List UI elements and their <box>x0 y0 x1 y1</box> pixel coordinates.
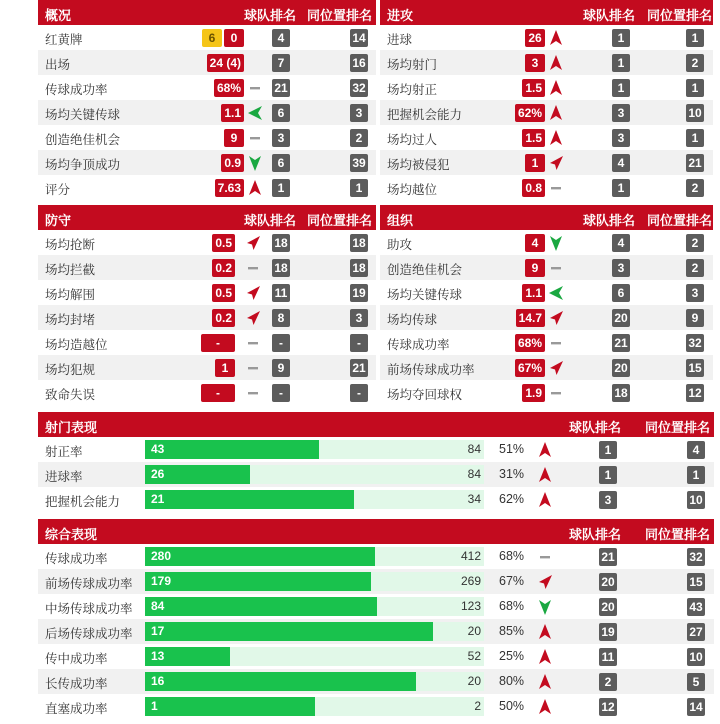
trend-down-icon <box>537 598 553 616</box>
stat-value-badge: 9 <box>224 129 244 147</box>
trend-up-icon <box>247 179 263 197</box>
position-rank: 1 <box>350 179 368 197</box>
col-team-rank: 球队排名 <box>583 213 636 228</box>
stat-row <box>380 230 713 255</box>
position-rank: 18 <box>350 259 368 277</box>
defense-header <box>38 205 376 230</box>
team-rank: 18 <box>612 384 630 402</box>
stat-row <box>380 380 713 405</box>
trend-flat-icon <box>548 259 564 277</box>
team-rank: 4 <box>272 29 290 47</box>
section-title: 概况 <box>45 8 72 23</box>
stat-label: 场均拦截 <box>45 263 96 277</box>
stat-value-badge: - <box>201 334 235 352</box>
position-rank: 2 <box>686 179 704 197</box>
col-team-rank: 球队排名 <box>583 8 636 23</box>
team-rank: 1 <box>599 441 617 459</box>
team-rank: 18 <box>272 259 290 277</box>
position-rank: 21 <box>686 154 704 172</box>
team-rank: 3 <box>612 104 630 122</box>
section-title: 射门表现 <box>45 420 98 435</box>
trend-flat-icon <box>245 259 261 277</box>
stat-label: 场均被侵犯 <box>387 158 450 172</box>
overview-panel <box>38 0 376 200</box>
attack-panel <box>380 0 713 200</box>
bar-total: 84 <box>467 467 481 481</box>
stat-value-badge: 3 <box>525 54 545 72</box>
col-team-rank: 球队排名 <box>569 420 622 435</box>
stat-label: 射正率 <box>45 445 83 459</box>
stat-row <box>380 75 713 100</box>
bar-fill <box>145 547 375 566</box>
stat-row <box>38 355 376 380</box>
team-rank: 20 <box>612 359 630 377</box>
trend-left-icon <box>548 284 564 302</box>
stat-value-badge: 68% <box>515 334 545 352</box>
col-position-rank: 同位置排名 <box>645 527 711 542</box>
team-rank: 7 <box>272 54 290 72</box>
stat-value-badge: 1.9 <box>522 384 545 402</box>
position-rank: 2 <box>686 54 704 72</box>
col-position-rank: 同位置排名 <box>647 213 713 228</box>
position-rank: 10 <box>687 648 705 666</box>
stat-label: 场均夺回球权 <box>387 388 463 402</box>
bar-fill <box>145 697 315 716</box>
trend-up-icon <box>537 623 553 641</box>
stat-label: 评分 <box>45 183 71 197</box>
team-rank: 1 <box>272 179 290 197</box>
trend-up-right-icon <box>245 309 261 327</box>
trend-up-icon <box>548 79 564 97</box>
team-rank: 18 <box>272 234 290 252</box>
team-rank: 3 <box>599 491 617 509</box>
trend-up-icon <box>537 673 553 691</box>
team-rank: 20 <box>612 309 630 327</box>
stat-label: 中场传球成功率 <box>45 602 133 616</box>
stat-row <box>380 100 713 125</box>
percentage: 80% <box>499 674 525 688</box>
stat-value-badge: 67% <box>515 359 545 377</box>
team-rank: 6 <box>612 284 630 302</box>
team-rank: 4 <box>612 234 630 252</box>
team-rank: 1 <box>612 29 630 47</box>
organize-panel <box>380 205 713 405</box>
team-rank: - <box>272 334 290 352</box>
team-rank: 3 <box>272 129 290 147</box>
position-rank: 1 <box>687 466 705 484</box>
percentage: 68% <box>499 549 525 563</box>
stat-label: 致命失误 <box>45 388 96 402</box>
stat-row <box>38 230 376 255</box>
stat-row <box>380 25 713 50</box>
stat-row <box>38 487 714 512</box>
stat-row <box>38 175 376 200</box>
team-rank: 1 <box>599 466 617 484</box>
trend-flat-icon <box>245 334 261 352</box>
stat-label: 场均封堵 <box>45 313 96 327</box>
col-position-rank: 同位置排名 <box>307 8 373 23</box>
percentage: 68% <box>499 599 525 613</box>
bar-fill <box>145 440 319 459</box>
stat-value-badge: - <box>201 384 235 402</box>
shooting-panel <box>38 412 714 512</box>
team-rank: 8 <box>272 309 290 327</box>
stat-label: 场均过人 <box>387 133 438 147</box>
stat-label: 前场传球成功率 <box>45 577 133 591</box>
bar-total: 269 <box>460 574 481 588</box>
percentage: 31% <box>499 467 525 481</box>
bar-value: 84 <box>151 599 165 613</box>
trend-flat-icon <box>247 129 263 147</box>
trend-up-icon <box>548 104 564 122</box>
attack-header <box>380 0 713 25</box>
stat-label: 场均造越位 <box>45 338 108 352</box>
position-rank: 16 <box>350 54 368 72</box>
team-rank: 19 <box>599 623 617 641</box>
bar-total: 412 <box>460 549 481 563</box>
section-title: 进攻 <box>387 8 414 23</box>
stat-label: 传中成功率 <box>45 652 108 666</box>
stat-value-badge: 14.7 <box>516 309 545 327</box>
stat-row <box>38 255 376 280</box>
bar-fill <box>145 672 416 691</box>
yellow-card-count: 6 <box>202 29 222 47</box>
overview-header <box>38 0 376 25</box>
stat-row <box>38 75 376 100</box>
bar-value: 1 <box>151 699 158 713</box>
bar-total: 20 <box>467 674 481 688</box>
stat-row <box>38 330 376 355</box>
section-title: 综合表现 <box>45 527 98 542</box>
stat-value-badge: 0.9 <box>221 154 244 172</box>
stat-label: 场均关键传球 <box>45 108 121 122</box>
stat-value-badge: 0.2 <box>212 259 235 277</box>
position-rank: 1 <box>686 79 704 97</box>
position-rank: 12 <box>686 384 704 402</box>
col-team-rank: 球队排名 <box>244 213 297 228</box>
position-rank: 2 <box>686 234 704 252</box>
team-rank: - <box>272 384 290 402</box>
trend-flat-icon <box>245 384 261 402</box>
bar-value: 26 <box>151 467 165 481</box>
team-rank: 3 <box>612 129 630 147</box>
organize-header <box>380 205 713 230</box>
stat-row <box>380 255 713 280</box>
stat-row <box>38 380 376 405</box>
stat-value-badge: 0.5 <box>212 234 235 252</box>
percentage: 62% <box>499 492 525 506</box>
percentage: 51% <box>499 442 525 456</box>
stat-label: 助攻 <box>387 238 413 252</box>
stat-label: 场均传球 <box>387 313 438 327</box>
position-rank: 1 <box>686 129 704 147</box>
stat-label: 直塞成功率 <box>45 702 108 716</box>
stat-row <box>380 150 713 175</box>
team-rank: 9 <box>272 359 290 377</box>
team-rank: 1 <box>612 54 630 72</box>
team-rank: 6 <box>272 154 290 172</box>
stat-value-badge: 26 <box>525 29 545 47</box>
position-rank: 2 <box>350 129 368 147</box>
stat-label: 传球成功率 <box>387 338 450 352</box>
position-rank: 18 <box>350 234 368 252</box>
stat-value-badge: 4 <box>525 234 545 252</box>
trend-flat-icon <box>548 334 564 352</box>
stat-value-badge: 0.2 <box>212 309 235 327</box>
stat-row <box>38 305 376 330</box>
col-team-rank: 球队排名 <box>244 8 297 23</box>
team-rank: 21 <box>599 548 617 566</box>
col-position-rank: 同位置排名 <box>645 420 711 435</box>
trend-up-icon <box>537 441 553 459</box>
trend-up-icon <box>548 54 564 72</box>
stat-row <box>38 644 714 669</box>
stat-value-badge: 1.5 <box>522 129 545 147</box>
stat-row <box>380 280 713 305</box>
team-rank: 11 <box>272 284 290 302</box>
position-rank: 21 <box>350 359 368 377</box>
position-rank: 32 <box>687 548 705 566</box>
stat-row <box>380 50 713 75</box>
percentage: 25% <box>499 649 525 663</box>
team-rank: 4 <box>612 154 630 172</box>
position-rank: 10 <box>687 491 705 509</box>
position-rank: 19 <box>350 284 368 302</box>
col-team-rank: 球队排名 <box>569 527 622 542</box>
trend-left-icon <box>247 104 263 122</box>
team-rank: 6 <box>272 104 290 122</box>
bar-total: 2 <box>474 699 481 713</box>
bar-total: 123 <box>460 599 481 613</box>
percentage: 85% <box>499 624 525 638</box>
bar-total: 34 <box>467 492 481 506</box>
stat-row <box>38 125 376 150</box>
stat-label: 场均解围 <box>45 288 96 302</box>
stat-row <box>38 150 376 175</box>
stat-label: 把握机会能力 <box>387 108 463 122</box>
stat-row <box>38 569 714 594</box>
position-rank: 14 <box>687 698 705 716</box>
position-rank: - <box>350 384 368 402</box>
bar-total: 20 <box>467 624 481 638</box>
stat-label: 场均争顶成功 <box>45 158 121 172</box>
stat-value-badge: 1.1 <box>522 284 545 302</box>
stat-row <box>38 462 714 487</box>
stat-label: 场均关键传球 <box>387 288 463 302</box>
position-rank: 27 <box>687 623 705 641</box>
stat-value-badge: 24 (4) <box>207 54 244 72</box>
stat-row <box>380 355 713 380</box>
bar-value: 43 <box>151 442 165 456</box>
stat-value-badge: 68% <box>214 79 244 97</box>
stat-row <box>380 305 713 330</box>
position-rank: 9 <box>686 309 704 327</box>
stat-label: 创造绝佳机会 <box>45 133 121 147</box>
trend-up-icon <box>537 491 553 509</box>
stat-value-badge: 0.8 <box>522 179 545 197</box>
stat-row <box>38 619 714 644</box>
team-rank: 2 <box>599 673 617 691</box>
stat-row <box>38 694 714 719</box>
trend-up-right-icon <box>548 309 564 327</box>
position-rank: 3 <box>686 284 704 302</box>
bar-value: 179 <box>151 574 172 588</box>
stat-row <box>38 280 376 305</box>
bar-value: 17 <box>151 624 165 638</box>
team-rank: 21 <box>272 79 290 97</box>
stat-row <box>380 175 713 200</box>
stat-label: 场均射门 <box>387 58 438 72</box>
trend-flat-icon <box>537 548 553 566</box>
stat-value-badge: 1 <box>525 154 545 172</box>
stat-label: 长传成功率 <box>45 677 108 691</box>
position-rank: 10 <box>686 104 704 122</box>
bar-value: 21 <box>151 492 165 506</box>
trend-up-icon <box>537 466 553 484</box>
stat-row <box>38 100 376 125</box>
col-position-rank: 同位置排名 <box>647 8 713 23</box>
team-rank: 20 <box>599 573 617 591</box>
stat-label: 场均抢断 <box>45 238 96 252</box>
stat-row <box>380 330 713 355</box>
stat-label: 前场传球成功率 <box>387 363 475 377</box>
position-rank: 14 <box>350 29 368 47</box>
position-rank: 43 <box>687 598 705 616</box>
team-rank: 3 <box>612 259 630 277</box>
section-title: 防守 <box>45 213 72 228</box>
percentage: 67% <box>499 574 525 588</box>
team-rank: 11 <box>599 648 617 666</box>
stat-label: 传球成功率 <box>45 552 108 566</box>
red-card-count: 0 <box>224 29 244 47</box>
defense-panel <box>38 205 376 405</box>
bar-value: 280 <box>151 549 172 563</box>
stat-label: 红黄牌 <box>45 33 83 47</box>
position-rank: 15 <box>687 573 705 591</box>
position-rank: 2 <box>686 259 704 277</box>
col-position-rank: 同位置排名 <box>307 213 373 228</box>
stat-value-badge: 0.5 <box>212 284 235 302</box>
trend-up-right-icon <box>245 284 261 302</box>
trend-up-icon <box>537 648 553 666</box>
position-rank: 5 <box>687 673 705 691</box>
trend-flat-icon <box>548 384 564 402</box>
trend-up-right-icon <box>548 154 564 172</box>
position-rank: - <box>350 334 368 352</box>
bar-fill <box>145 572 371 591</box>
team-rank: 1 <box>612 179 630 197</box>
trend-up-right-icon <box>537 573 553 591</box>
position-rank: 3 <box>350 309 368 327</box>
team-rank: 1 <box>612 79 630 97</box>
trend-flat-icon <box>548 179 564 197</box>
bar-fill <box>145 622 433 641</box>
overall-panel <box>38 519 714 719</box>
stat-row <box>380 125 713 150</box>
stat-label: 出场 <box>45 58 71 72</box>
stat-value-badge: 62% <box>515 104 545 122</box>
team-rank: 21 <box>612 334 630 352</box>
stat-label: 后场传球成功率 <box>45 627 133 641</box>
position-rank: 39 <box>350 154 368 172</box>
stat-row <box>38 594 714 619</box>
bar-fill <box>145 490 354 509</box>
stat-row-cards <box>38 25 376 50</box>
position-rank: 32 <box>686 334 704 352</box>
trend-up-icon <box>537 698 553 716</box>
overall-header <box>38 519 714 544</box>
bar-fill <box>145 597 377 616</box>
stat-label: 创造绝佳机会 <box>387 263 463 277</box>
trend-up-right-icon <box>245 234 261 252</box>
bar-total: 84 <box>467 442 481 456</box>
trend-up-icon <box>548 129 564 147</box>
stat-label: 进球率 <box>45 470 83 484</box>
stat-label: 进球 <box>387 33 413 47</box>
percentage: 50% <box>499 699 525 713</box>
position-rank: 4 <box>687 441 705 459</box>
position-rank: 32 <box>350 79 368 97</box>
trend-flat-icon <box>247 79 263 97</box>
stat-value-badge: 7.63 <box>215 179 244 197</box>
stat-value-badge: 9 <box>525 259 545 277</box>
stat-label: 把握机会能力 <box>45 495 121 509</box>
stat-label: 场均射正 <box>387 83 438 97</box>
team-rank: 20 <box>599 598 617 616</box>
stat-label: 传球成功率 <box>45 83 108 97</box>
stat-value-badge: 1 <box>215 359 235 377</box>
position-rank: 1 <box>686 29 704 47</box>
bar-value: 13 <box>151 649 165 663</box>
section-title: 组织 <box>387 213 414 228</box>
stat-row <box>38 437 714 462</box>
trend-flat-icon <box>245 359 261 377</box>
stat-label: 场均越位 <box>387 183 438 197</box>
bar-value: 16 <box>151 674 165 688</box>
stat-value-badge: 1.5 <box>522 79 545 97</box>
trend-up-icon <box>548 29 564 47</box>
position-rank: 15 <box>686 359 704 377</box>
stat-row <box>38 669 714 694</box>
stat-value-badge: 1.1 <box>221 104 244 122</box>
bar-total: 52 <box>467 649 481 663</box>
position-rank: 3 <box>350 104 368 122</box>
trend-down-icon <box>247 154 263 172</box>
trend-down-icon <box>548 234 564 252</box>
shooting-header <box>38 412 714 437</box>
stat-label: 场均犯规 <box>45 363 96 377</box>
stat-row <box>38 544 714 569</box>
stat-row <box>38 50 376 75</box>
team-rank: 12 <box>599 698 617 716</box>
trend-up-right-icon <box>548 359 564 377</box>
